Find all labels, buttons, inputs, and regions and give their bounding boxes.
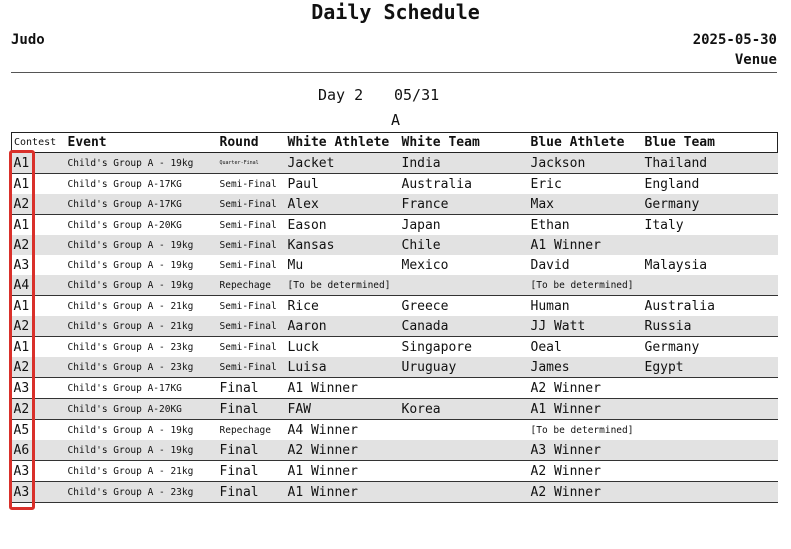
table-row [12, 357, 778, 378]
white-athlete-cell: FAW [286, 399, 400, 420]
round-cell: Semi-Final [218, 174, 286, 195]
day-label: Day 2 [318, 86, 364, 104]
white-athlete-cell: A4 Winner [286, 420, 400, 441]
white-team-cell: Mexico [401, 257, 449, 273]
blue-athlete-cell: [To be determined] [529, 420, 643, 441]
table-row [12, 420, 778, 441]
white-team-cell: France [400, 194, 529, 215]
blue-team-cell [643, 378, 778, 399]
round-cell: Quarter-Final [218, 153, 286, 174]
white-athlete-cell: Paul [286, 174, 400, 195]
day-date: 05/31 [394, 86, 440, 104]
white-athlete-cell: A1 Winner [286, 482, 400, 503]
event-cell: Child's Group A - 21kg [66, 316, 218, 337]
blue-athlete-cell: A3 Winner [529, 440, 643, 461]
blue-team-cell [643, 275, 778, 296]
round-cell: Semi-Final [218, 235, 286, 255]
contest-cell: A1 [12, 296, 66, 317]
event-cell: Child's Group A-20KG [66, 215, 218, 236]
white-team-cell: Japan [400, 215, 529, 236]
white-team-cell [400, 440, 529, 461]
event-cell: Child's Group A - 19kg [66, 235, 218, 255]
white-athlete-cell: Rice [286, 296, 400, 317]
white-athlete-cell: A1 Winner [286, 461, 400, 482]
table-row [12, 440, 778, 461]
contest-cell: A3 [12, 378, 66, 399]
round-cell: Final [218, 399, 286, 420]
blue-team-cell: Malaysia [644, 257, 708, 273]
contest-cell: A2 [12, 399, 66, 420]
contest-cell: A1 [12, 174, 66, 195]
blue-team-cell [643, 399, 778, 420]
blue-team-cell: Australia [643, 296, 778, 317]
white-team-cell: Singapore [400, 337, 529, 358]
table-row [12, 296, 778, 317]
round-cell: Semi-Final [218, 316, 286, 337]
round-cell: Final [218, 440, 286, 461]
blue-athlete-cell: Eric [529, 174, 643, 195]
blue-athlete-cell: A2 Winner [529, 482, 643, 503]
round-cell: Semi-Final [218, 357, 286, 378]
white-team-cell: Uruguay [400, 357, 529, 378]
white-team-cell: Greece [400, 296, 529, 317]
table-row [12, 275, 778, 296]
table-row [12, 174, 778, 195]
blue-athlete-cell: James [529, 357, 643, 378]
schedule-table [11, 132, 778, 503]
event-cell: Child's Group A - 19kg [66, 153, 218, 174]
event-cell: Child's Group A - 19kg [66, 275, 218, 296]
sport-label: Judo [11, 32, 45, 48]
white-athlete-cell: Kansas [286, 235, 400, 255]
col-header-blue-team: Blue Team [643, 133, 778, 153]
white-team-cell: Korea [400, 399, 529, 420]
blue-athlete-cell: Jackson [529, 153, 643, 174]
header-rule [11, 72, 777, 73]
contest-cell: A5 [12, 420, 66, 441]
blue-team-cell [643, 461, 778, 482]
blue-athlete-cell: David [530, 257, 570, 273]
round-cell: Semi-Final [218, 296, 286, 317]
venue-label: Venue [734, 52, 777, 68]
round-cell: Semi-Final [218, 337, 286, 358]
contest-cell: A1 [12, 153, 66, 174]
event-cell: Child's Group A - 21kg [66, 296, 218, 317]
contest-cell: A3 [13, 257, 30, 273]
contest-cell: A2 [12, 194, 66, 215]
table-row [12, 378, 778, 399]
blue-team-cell: Russia [643, 316, 778, 337]
blue-team-cell [643, 440, 778, 461]
event-cell: Child's Group A-20KG [66, 399, 218, 420]
white-team-cell: India [400, 153, 529, 174]
white-team-cell: Canada [400, 316, 529, 337]
table-row [12, 153, 778, 174]
white-team-cell: Australia [400, 174, 529, 195]
white-athlete-cell: [To be determined] [286, 275, 400, 296]
event-cell: Child's Group A - 21kg [66, 461, 218, 482]
white-team-cell [400, 482, 529, 503]
blue-athlete-cell: A2 Winner [529, 461, 643, 482]
contest-cell: A2 [12, 316, 66, 337]
contest-cell: A3 [12, 461, 66, 482]
col-header-event: Event [66, 133, 218, 153]
schedule-date: 2025-05-30 [692, 32, 777, 48]
round-cell: Repechage [218, 420, 286, 441]
contest-cell: A1 [12, 337, 66, 358]
col-header-contest: Contest [12, 133, 66, 153]
col-header-white-athlete: White Athlete [286, 133, 400, 153]
blue-athlete-cell: A1 Winner [529, 235, 643, 255]
table-row [12, 194, 778, 215]
blue-team-cell: Germany [643, 337, 778, 358]
blue-team-cell: Italy [643, 215, 778, 236]
contest-cell: A2 [12, 357, 66, 378]
white-athlete-cell: Eason [286, 215, 400, 236]
contest-cell: A3 [12, 482, 66, 503]
white-athlete-cell: Alex [286, 194, 400, 215]
blue-team-cell: Thailand [643, 153, 778, 174]
contest-cell: A4 [12, 275, 66, 296]
blue-athlete-cell: A1 Winner [529, 399, 643, 420]
round-cell: Final [218, 461, 286, 482]
table-row [12, 316, 778, 337]
round-cell: Semi-Final [218, 194, 286, 215]
contest-cell: A2 [12, 235, 66, 255]
event-cell: Child's Group A - 19kg [66, 440, 218, 461]
table-row [12, 337, 778, 358]
white-athlete-cell: Luisa [286, 357, 400, 378]
round-cell: Final [218, 378, 286, 399]
blue-athlete-cell: Ethan [529, 215, 643, 236]
blue-athlete-cell: Oeal [529, 337, 643, 358]
blue-team-cell: Germany [643, 194, 778, 215]
event-cell: Child's Group A-17KG [66, 194, 218, 215]
white-team-cell: Chile [400, 235, 529, 255]
table-row [12, 399, 778, 420]
blue-team-cell [643, 235, 778, 255]
blue-team-cell [643, 482, 778, 503]
white-athlete-cell: Mu [287, 257, 304, 273]
table-header-row [12, 133, 778, 153]
event-cell: Child's Group A-17KG [66, 378, 218, 399]
table-row [12, 255, 778, 275]
page-title: Daily Schedule [311, 0, 480, 24]
contest-column-highlight [9, 150, 35, 510]
round-cell: Semi-Final [219, 259, 277, 271]
blue-team-cell: England [643, 174, 778, 195]
blue-athlete-cell: Max [529, 194, 643, 215]
white-athlete-cell: Luck [286, 337, 400, 358]
table-row [12, 482, 778, 503]
blue-athlete-cell: JJ Watt [529, 316, 643, 337]
table-row [12, 215, 778, 236]
event-cell: Child's Group A - 23kg [66, 482, 218, 503]
white-team-cell [400, 420, 529, 441]
col-header-blue-athlete: Blue Athlete [529, 133, 643, 153]
event-cell: Child's Group A - 19kg [66, 420, 218, 441]
col-header-white-team: White Team [400, 133, 529, 153]
event-cell: Child's Group A - 23kg [66, 357, 218, 378]
blue-athlete-cell: Human [529, 296, 643, 317]
round-cell: Semi-Final [218, 215, 286, 236]
white-team-cell [400, 461, 529, 482]
contest-cell: A6 [12, 440, 66, 461]
round-cell: Repechage [218, 275, 286, 296]
white-athlete-cell: A1 Winner [286, 378, 400, 399]
white-athlete-cell: Aaron [286, 316, 400, 337]
blue-athlete-cell: [To be determined] [529, 275, 643, 296]
mat-label: A [390, 111, 401, 129]
white-athlete-cell: Jacket [286, 153, 400, 174]
event-cell: Child's Group A - 23kg [66, 337, 218, 358]
blue-athlete-cell: A2 Winner [529, 378, 643, 399]
event-cell: Child's Group A - 19kg [67, 259, 194, 271]
blue-team-cell [643, 420, 778, 441]
round-cell: Final [218, 482, 286, 503]
contest-cell: A1 [12, 215, 66, 236]
table-row [12, 235, 778, 255]
table-row [12, 461, 778, 482]
col-header-round: Round [218, 133, 286, 153]
event-cell: Child's Group A-17KG [66, 174, 218, 195]
white-team-cell [400, 378, 529, 399]
white-athlete-cell: A2 Winner [286, 440, 400, 461]
white-team-cell [400, 275, 529, 296]
blue-team-cell: Egypt [643, 357, 778, 378]
